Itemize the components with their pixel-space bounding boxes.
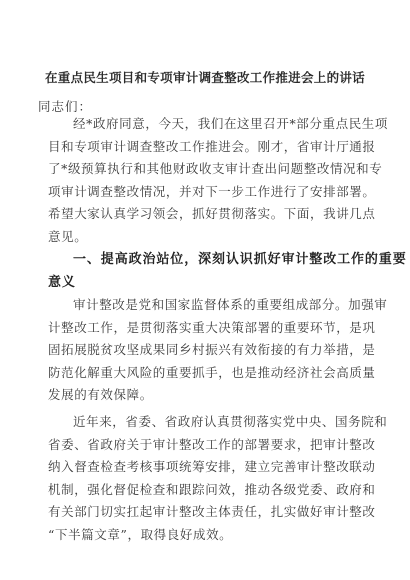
paragraph-3 bbox=[48, 411, 388, 546]
salutation: 同志们： bbox=[38, 99, 93, 114]
paragraph-line: 经*政府同意，今天，我们在这里召开*部分重点民生项 bbox=[73, 116, 389, 131]
paragraph-line: 意见。 bbox=[48, 228, 88, 244]
paragraph-line: 目和专项审计调查整改工作推进会。刚才，省审计厅通报 bbox=[48, 138, 376, 154]
paragraph-2 bbox=[48, 294, 388, 407]
paragraph-line: 审计整改是党和国家监督体系的重要组成部分。加强审 bbox=[73, 297, 388, 312]
paragraph-line: 近年来，省委、省政府认真贯彻落实党中央、国务院和 bbox=[73, 414, 388, 429]
document-title: 在重点民生项目和专项审计调查整改工作推进会上的讲话 bbox=[44, 70, 365, 85]
heading-line: 一、提高政治站位，深刻认识抓好审计整改工作的重要 bbox=[73, 252, 407, 267]
paragraph-line: 了*级预算执行和其他财政收支审计查出问题整改情况和专 bbox=[48, 161, 383, 176]
paragraph-line: 计整改工作，是贯彻落实重大决策部署的重要环节，是巩 bbox=[48, 319, 376, 335]
heading-line: 意义 bbox=[48, 274, 76, 290]
paragraph-line: 防范化解重大风险的重要抓手，也是推动经济社会高质量 bbox=[48, 364, 376, 380]
paragraph-line: 固拓展脱贫攻坚成果同乡村振兴有效衔接的有力举措，是 bbox=[48, 342, 376, 357]
paragraph-line: 纳入督查检查考核事项统筹安排，建立完善审计整改联动 bbox=[48, 459, 376, 474]
intro-paragraph bbox=[48, 113, 389, 248]
section-heading-1 bbox=[48, 249, 407, 294]
paragraph-line: 希望大家认真学习领会，抓好贯彻落实。下面，我讲几点 bbox=[48, 206, 376, 221]
paragraph-line: 项审计调查整改情况，并对下一步工作进行了安排部署。 bbox=[48, 183, 376, 199]
paragraph-line: “下半篇文章”，取得良好成效。 bbox=[48, 526, 233, 542]
paragraph-line: 机制，强化督促检查和跟踪问效，推动各级党委、政府和 bbox=[48, 481, 376, 497]
paragraph-line: 发展的有效保障。 bbox=[48, 387, 153, 402]
paragraph-line: 有关部门切实扛起审计整改主体责任，扎实做好审计整改 bbox=[48, 504, 376, 519]
paragraph-line: 省委、省政府关于审计整改工作的部署要求，把审计整改 bbox=[48, 436, 376, 452]
